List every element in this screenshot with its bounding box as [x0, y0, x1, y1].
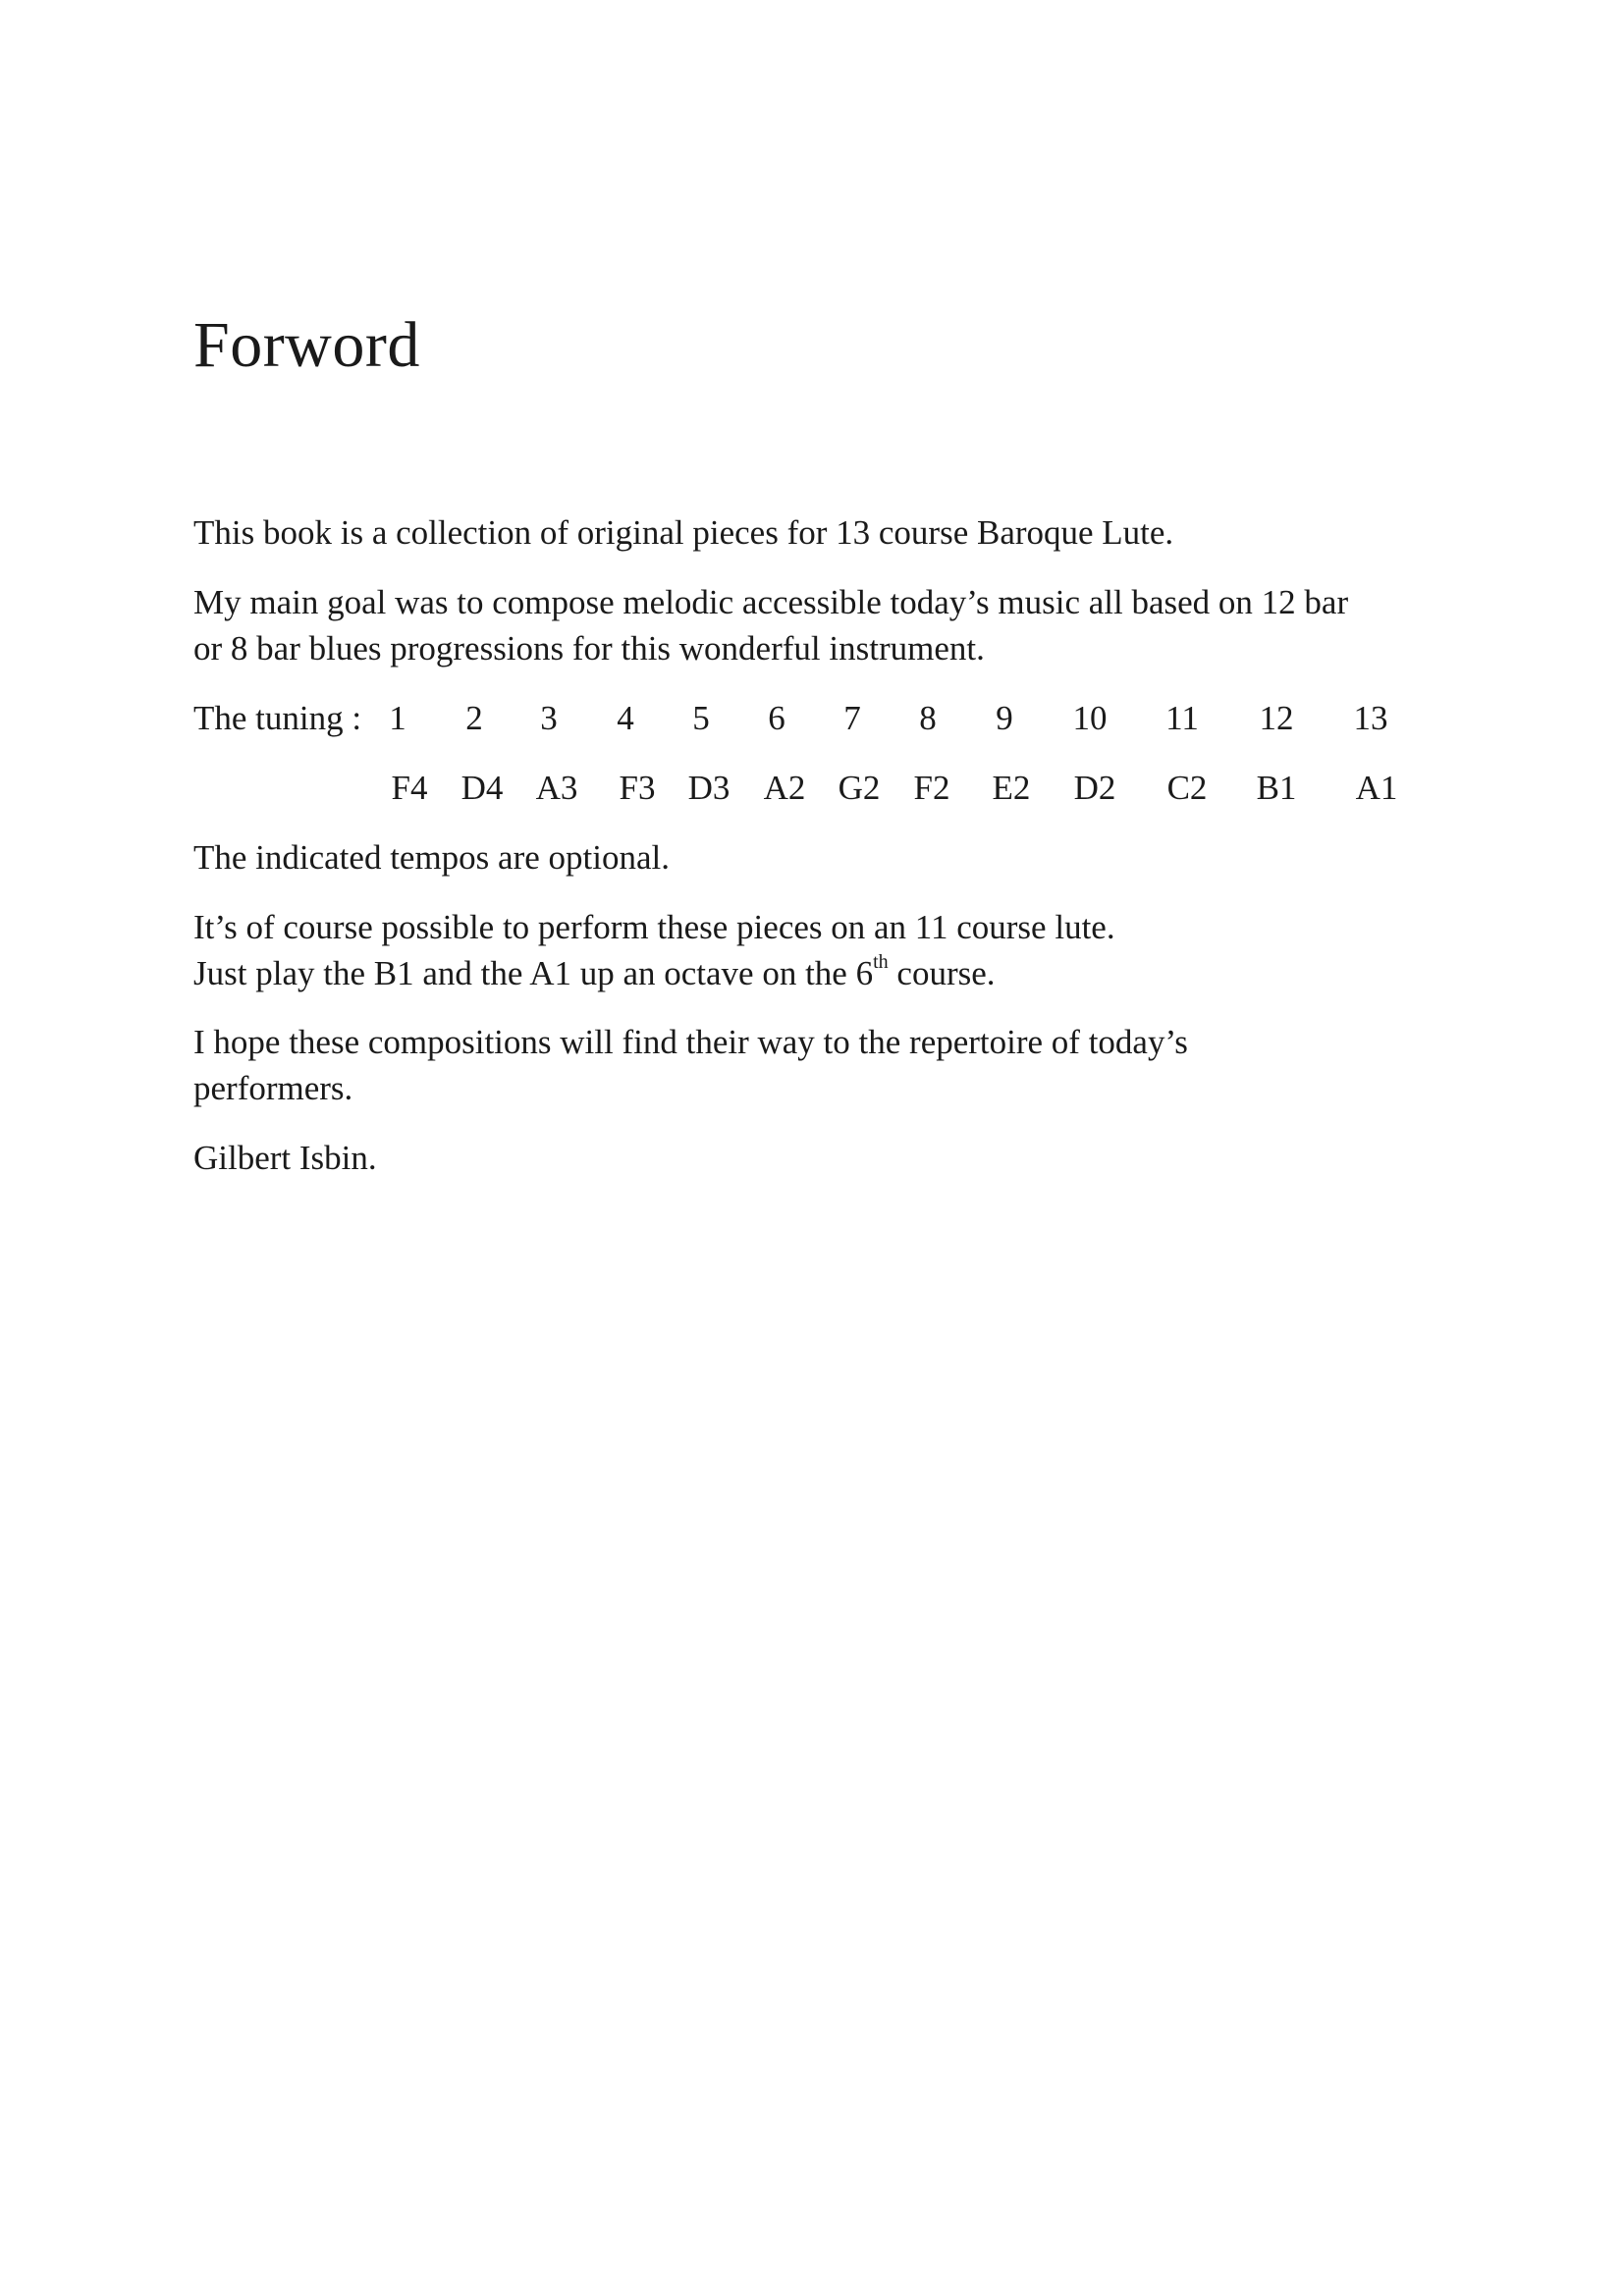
tuning-note: D3	[687, 769, 731, 807]
page-title: Forword	[193, 309, 420, 381]
tuning-note: A1	[1355, 769, 1398, 807]
tuning-note: F4	[391, 769, 428, 807]
tuning-course-number: 1	[389, 699, 406, 737]
goal-paragraph-line-2: or 8 bar blues progressions for this wonderful instrument.	[193, 629, 985, 667]
eleven-course-line-2-text: Just play the B1 and the A1 up an octave on the 6	[193, 954, 874, 992]
intro-paragraph: This book is a collection of original pieces for 13 course Baroque Lute.	[193, 513, 1174, 552]
tuning-note: A2	[763, 769, 806, 807]
tuning-course-number: 9	[996, 699, 1013, 737]
tuning-course-number: 11	[1165, 699, 1199, 737]
tuning-note: C2	[1166, 769, 1208, 807]
ordinal-superscript: th	[873, 951, 889, 974]
tuning-note: D4	[460, 769, 504, 807]
tempos-paragraph: The indicated tempos are optional.	[193, 838, 670, 877]
hope-paragraph-line-1: I hope these compositions will find their way to the repertoire of today’s	[193, 1023, 1188, 1061]
tuning-course-number: 6	[768, 699, 785, 737]
tuning-note: D2	[1073, 769, 1116, 807]
tuning-note: B1	[1256, 769, 1297, 807]
tuning-course-number: 5	[692, 699, 710, 737]
tuning-note: G2	[838, 769, 881, 807]
goal-paragraph-line-1: My main goal was to compose melodic accessible today’s music all based on 12 bar	[193, 583, 1349, 621]
eleven-course-line-2	[193, 950, 1470, 996]
tuning-course-number: 13	[1353, 699, 1388, 737]
tuning-course-number: 10	[1072, 699, 1108, 737]
tuning-note: A3	[535, 769, 578, 807]
tuning-course-number: 12	[1259, 699, 1294, 737]
tuning-note: E2	[992, 769, 1031, 807]
tuning-note: F2	[913, 769, 950, 807]
tuning-course-number: 7	[843, 699, 861, 737]
signature: Gilbert Isbin.	[193, 1139, 377, 1177]
eleven-course-line-1: It’s of course possible to perform these pieces on an 11 course lute.	[193, 908, 1115, 946]
eleven-course-line-2-end: course.	[888, 954, 996, 992]
tuning-course-number: 4	[617, 699, 634, 737]
tuning-course-number: 3	[540, 699, 558, 737]
tuning-course-number: 2	[465, 699, 483, 737]
tuning-label: The tuning :	[193, 699, 362, 737]
hope-paragraph-line-2: performers.	[193, 1069, 353, 1107]
tuning-course-number: 8	[919, 699, 937, 737]
tuning-note: F3	[619, 769, 656, 807]
